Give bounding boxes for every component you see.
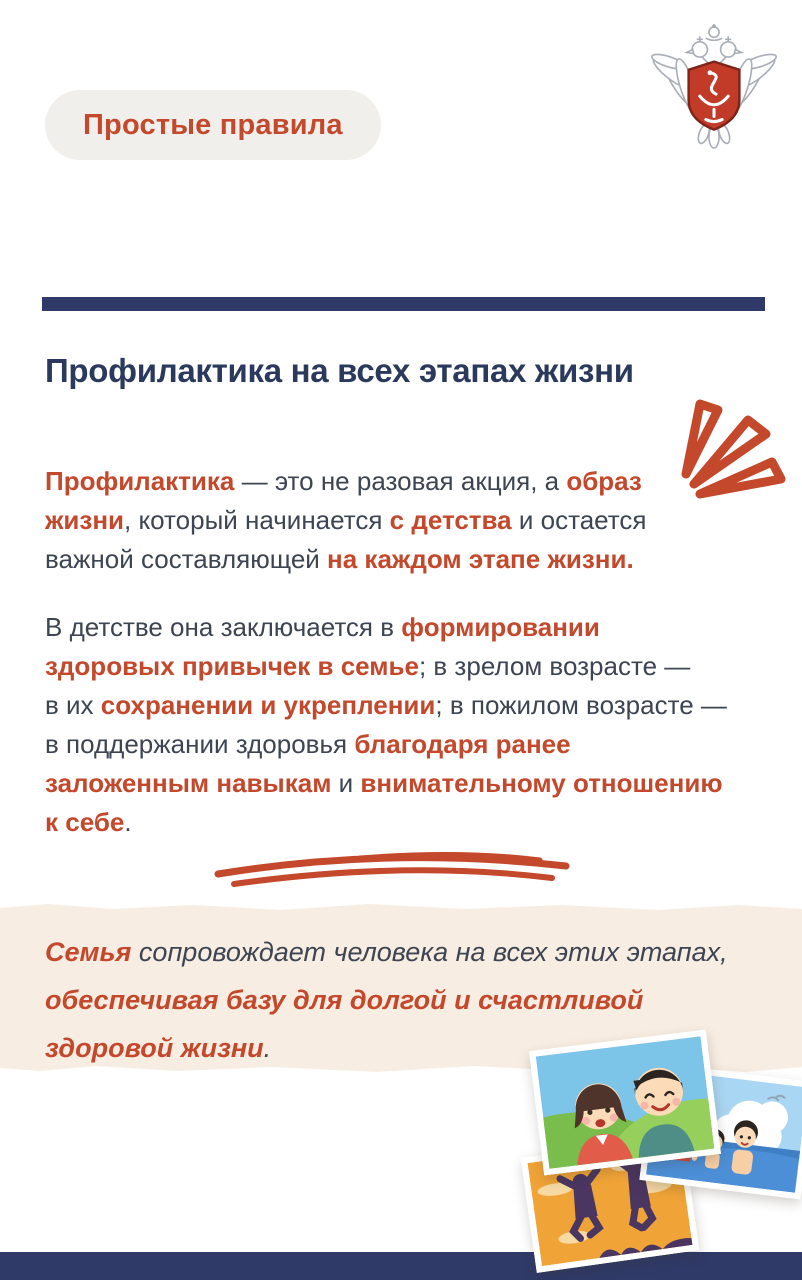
- highlighted-text: внимательному отношению: [360, 768, 723, 798]
- paragraph-prevention-definition: [45, 462, 765, 579]
- highlighted-text: Семья: [45, 937, 132, 967]
- highlighted-text: обеспечивая базу для долгой и счастливой: [45, 985, 644, 1015]
- plain-text: и: [331, 768, 361, 798]
- plain-text: и остается: [511, 505, 647, 535]
- highlighted-text: здоровых привычек в семье: [45, 651, 419, 681]
- footer-bar: [0, 1252, 802, 1280]
- plain-text: ; в зрелом возрасте —: [418, 651, 691, 681]
- plain-text: в их: [45, 690, 101, 720]
- highlighted-text: жизни: [45, 505, 125, 535]
- highlighted-text: здоровой жизни: [45, 1033, 264, 1063]
- plain-text: .: [263, 1033, 272, 1063]
- topic-badge: [45, 90, 381, 160]
- highlighted-text: образ: [566, 466, 642, 496]
- highlighted-text: формировании: [401, 612, 600, 642]
- plain-text: сопровождает человека на всех этих этапах,: [131, 937, 728, 967]
- highlighted-text: благодаря ранее: [354, 729, 571, 759]
- plain-text: .: [124, 807, 132, 837]
- underline-squiggle-icon: [210, 840, 575, 892]
- family-selfie-photo: [529, 1030, 721, 1176]
- topic-badge-label: Простые правила: [83, 108, 343, 141]
- plain-text: — это не разовая акция, а: [234, 466, 567, 496]
- plain-text: ; в пожилом возрасте —: [435, 690, 727, 720]
- highlighted-text: Профилактика: [45, 466, 235, 496]
- plain-text: важной составляющей: [45, 544, 328, 574]
- highlighted-text: сохранении и укреплении: [100, 690, 436, 720]
- ministry-emblem-icon: [650, 20, 778, 152]
- highlighted-text: с детства: [389, 505, 512, 535]
- highlighted-text: к себе: [45, 807, 125, 837]
- paragraph-life-stages: [45, 608, 765, 842]
- plain-text: , который начинается: [124, 505, 390, 535]
- highlighted-text: на каждом этапе жизни.: [327, 544, 634, 574]
- divider-bar: [42, 297, 765, 311]
- plain-text: В детстве она заключается в: [45, 612, 402, 642]
- highlighted-text: заложенным навыкам: [45, 768, 332, 798]
- plain-text: в поддержании здоровья: [45, 729, 355, 759]
- page-title: Профилактика на всех этапах жизни: [45, 352, 634, 389]
